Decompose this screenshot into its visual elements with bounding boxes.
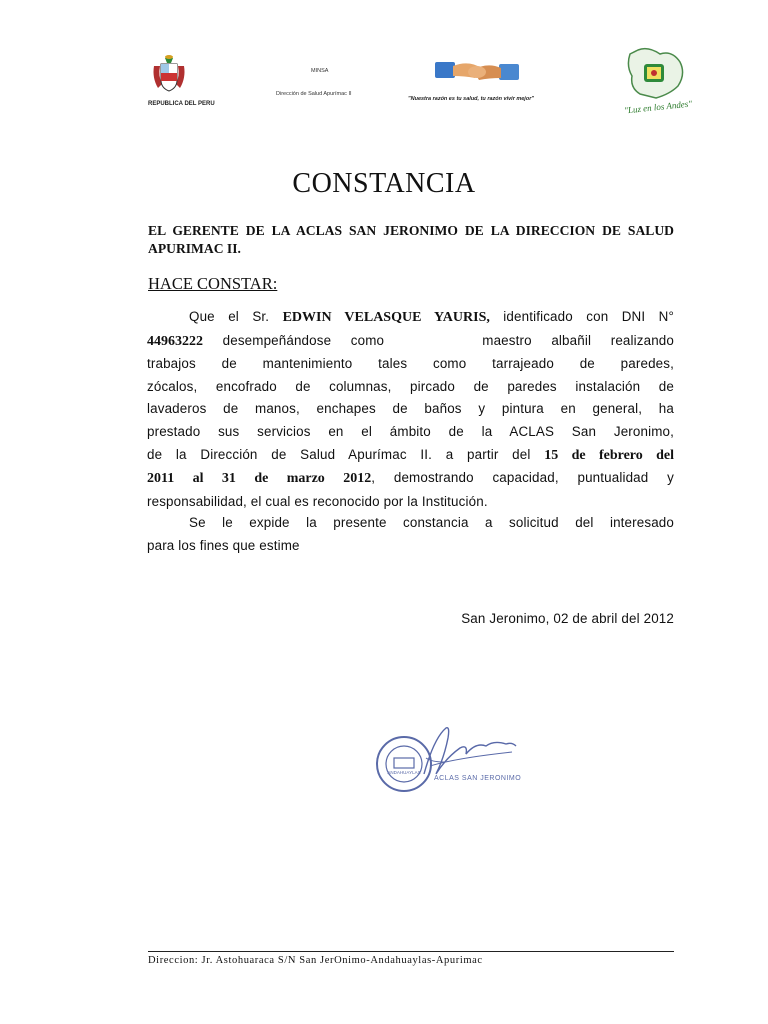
document-subtitle: EL GERENTE DE LA ACLAS SAN JERONIMO DE LA DIRECCION DE SALUD APURIMAC II. bbox=[148, 223, 674, 256]
person-name: EDWIN VELASQUE YAURIS, bbox=[282, 310, 490, 325]
dni-number: 44963222 bbox=[147, 333, 203, 349]
p2-line-1: Se le expide la presente constancia a solicitud del interesado bbox=[189, 515, 674, 530]
footer-address: Direccion: Jr. Astohuaraca S/N San JerOnimo-Andahuaylas-Apurimac bbox=[148, 955, 483, 966]
direccion-label: Dirección de Salud Apurímac II bbox=[276, 91, 352, 97]
stamp-center-text: ANDAHUAYLAS bbox=[387, 770, 421, 775]
p1-line-4: zócalos, encofrado de columnas, pircado de paredes instalación de bbox=[147, 378, 674, 394]
p1-line-6: prestado sus servicios en el ámbito de la ACLAS San Jeronimo, bbox=[147, 423, 674, 439]
p1-line-1: Que el Sr. EDWIN VELASQUE YAURIS, identificado con DNI N° bbox=[189, 309, 674, 325]
slogan-text: "Nuestra razón es tu salud, tu razón vivir mejor" bbox=[408, 96, 534, 102]
hace-constar-heading: HACE CONSTAR: bbox=[148, 274, 278, 293]
date-from: 15 de febrero del bbox=[544, 447, 674, 463]
p2-line-2: para los fines que estime bbox=[147, 537, 300, 553]
p1-line-9: responsabilidad, el cual es reconocido por la Institución. bbox=[147, 493, 488, 509]
p1-line-3: trabajos de mantenimiento tales como tarrajeado de paredes, bbox=[147, 356, 674, 372]
republica-label: REPUBLICA DEL PERU bbox=[148, 101, 215, 107]
document-title: CONSTANCIA bbox=[292, 168, 476, 199]
andes-slogan: "Luz en los Andes" bbox=[623, 98, 693, 116]
p1-line-8: 2011 al 31 de marzo 2012, demostrando capacidad, puntualidad y bbox=[147, 470, 674, 487]
date-place: San Jeronimo, 02 de abril del 2012 bbox=[461, 611, 674, 626]
paragraph-2 bbox=[147, 512, 674, 557]
date-to: 2011 al 31 de marzo 2012 bbox=[147, 471, 372, 487]
p1-line-5: lavaderos de manos, enchapes de baños y pintura en general, ha bbox=[147, 401, 674, 417]
minsa-label: MINSA bbox=[311, 68, 329, 74]
p1-line-7: de la Dirección de Salud Apurímac II. a partir del 15 de febrero del bbox=[147, 446, 674, 463]
footer-divider bbox=[148, 951, 674, 952]
peru-coat-of-arms bbox=[152, 54, 186, 101]
p1-line-2: 44963222 desempeñándose como maestro albañil realizando bbox=[147, 332, 674, 349]
handshake-logo bbox=[435, 56, 519, 95]
paragraph-1 bbox=[147, 306, 674, 513]
stamp-label: ACLAS SAN JERONIMO bbox=[434, 775, 522, 782]
